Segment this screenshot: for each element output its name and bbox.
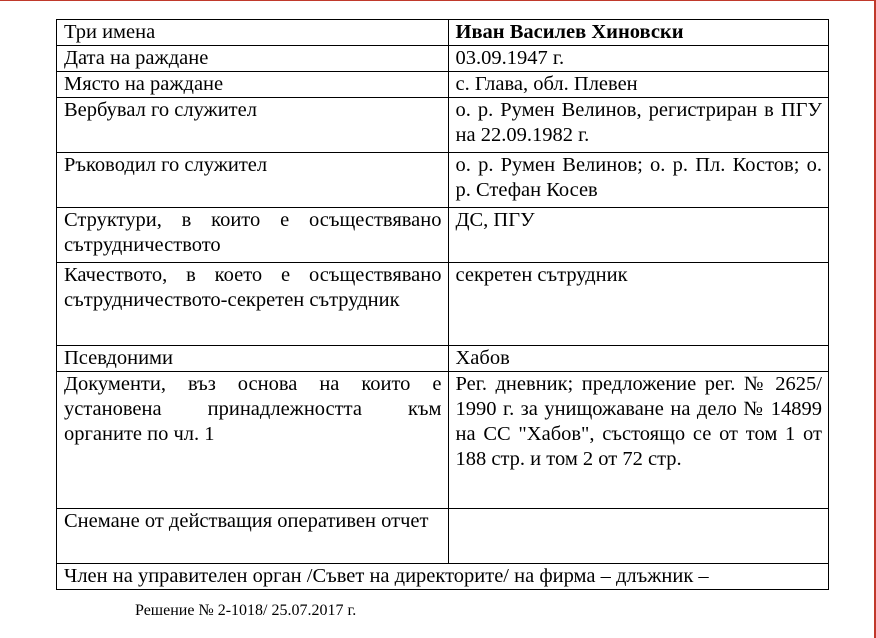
table-row: [57, 346, 829, 372]
row-label: Документи, въз основа на които е установена принадлежността към органите по чл. 1: [57, 372, 449, 509]
board-member-row: Член на управителен орган /Съвет на директорите/ на фирма – длъжник –: [57, 564, 829, 590]
table-row: [57, 46, 829, 72]
table-row: [57, 263, 829, 346]
row-value: о. р. Румен Велинов; о. р. Пл. Костов; о. р. Стефан Косев: [448, 153, 829, 208]
row-value: Рег. дневник; предложение рег. № 2625/ 1990 г. за унищожаване на дело № 14899 на СС "Хабов", състоящо се от том 1 от 188 стр. и том 2 от 72 стр.: [448, 372, 829, 509]
row-label: Псевдоними: [57, 346, 449, 372]
row-label: Снемане от действащия оперативен отчет: [57, 509, 449, 564]
row-label: Дата на раждане: [57, 46, 449, 72]
row-label: Структури, в които е осъществявано сътрудничеството: [57, 208, 449, 263]
row-label: Вербувал го служител: [57, 98, 449, 153]
row-label: Място на раждане: [57, 72, 449, 98]
row-value: Иван Василев Хиновски: [448, 20, 829, 46]
row-value: Хабов: [448, 346, 829, 372]
table-row: [57, 72, 829, 98]
table-row: [57, 98, 829, 153]
row-value: [448, 509, 829, 564]
row-value: о. р. Румен Велинов, регистриран в ПГУ на 22.09.1982 г.: [448, 98, 829, 153]
row-label: Качеството, в което е осъществявано сътрудничеството-секретен сътрудник: [57, 263, 449, 346]
row-label: Три имена: [57, 20, 449, 46]
row-value: ДС, ПГУ: [448, 208, 829, 263]
row-value: 03.09.1947 г.: [448, 46, 829, 72]
table-row: [57, 372, 829, 509]
table-row: [57, 153, 829, 208]
row-value: с. Глава, обл. Плевен: [448, 72, 829, 98]
row-value: секретен сътрудник: [448, 263, 829, 346]
dossier-table: [56, 19, 829, 590]
row-label: Ръководил го служител: [57, 153, 449, 208]
table-row: [57, 564, 829, 590]
table-row: [57, 208, 829, 263]
decision-footer: Решение № 2-1018/ 25.07.2017 г.: [135, 602, 357, 619]
table-row: [57, 20, 829, 46]
table-row: [57, 509, 829, 564]
